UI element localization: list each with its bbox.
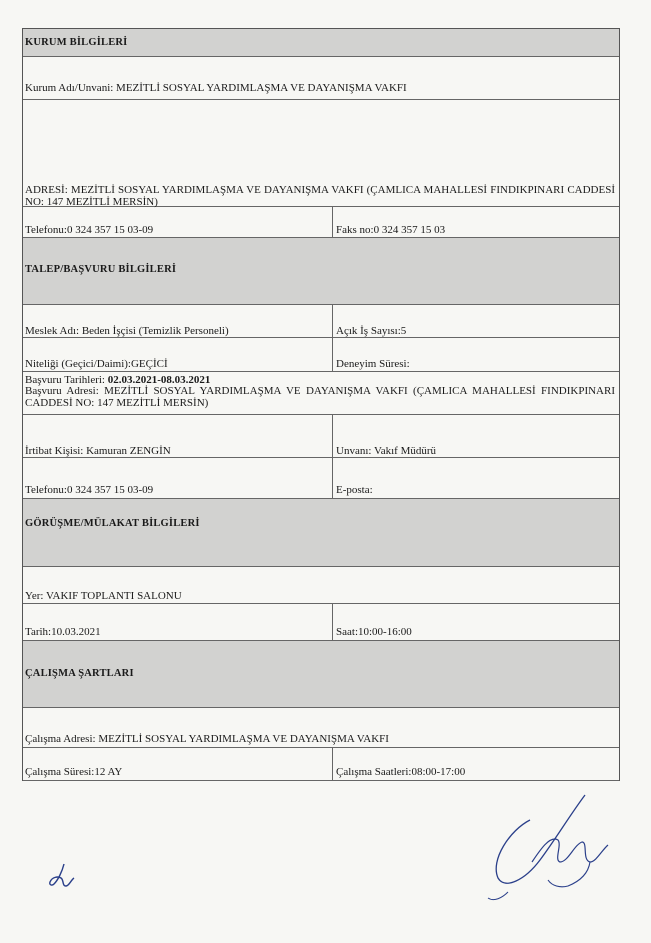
meslek-adi: Meslek Adı: Beden İşçisi (Temizlik Personeli) <box>25 325 229 337</box>
e-posta: E-posta: <box>336 484 373 496</box>
section-header-gorusme <box>23 499 619 567</box>
calisma-adres-row <box>23 708 619 748</box>
meslek-row <box>23 305 619 338</box>
kurum-telefon: Telefonu:0 324 357 15 03-09 <box>25 224 154 236</box>
basvuru-row <box>23 372 619 415</box>
kurum-adi: Kurum Adı/Unvani: MEZİTLİ SOSYAL YARDIMLAŞMA VE DAYANIŞMA VAKFI <box>25 82 407 94</box>
basvuru-tarih-value: 02.03.2021-08.03.2021 <box>107 374 211 386</box>
calisma-suresi: Çalışma Süresi:12 AY <box>25 766 123 778</box>
section-title: ÇALIŞMA ŞARTLARI <box>25 668 134 679</box>
calisma-adresi: Çalışma Adresi: MEZİTLİ SOSYAL YARDIMLAŞMA VE DAYANIŞMA VAKFI <box>25 733 389 745</box>
kurum-telefon-row <box>23 207 619 238</box>
gorusme-tarihi: Tarih:10.03.2021 <box>25 626 101 638</box>
form-table <box>22 28 620 781</box>
niteligi: Niteliği (Geçici/Daimi):GEÇİCİ <box>25 358 168 370</box>
kurum-faks: Faks no:0 324 357 15 03 <box>336 224 446 236</box>
yer-row <box>23 567 619 604</box>
gorusme-yeri: Yer: VAKIF TOPLANTI SALONU <box>25 590 182 602</box>
talep-telefon: Telefonu:0 324 357 15 03-09 <box>25 484 154 496</box>
column-divider <box>332 415 333 458</box>
column-divider <box>332 207 333 238</box>
nitelik-row <box>23 338 619 372</box>
column-divider <box>332 748 333 781</box>
basvuru-tarih-label: Başvuru Tarihleri: <box>25 374 108 386</box>
irtibat-kisisi: İrtibat Kişisi: Kamuran ZENGİN <box>25 445 171 457</box>
kurum-adres: ADRESİ: MEZİTLİ SOSYAL YARDIMLAŞMA VE DAYANIŞMA VAKFI (ÇAMLICA MAHALLESİ FINDIKPINARI CADDESİ NO: 147 MEZİTLİ MERSİN) <box>25 184 615 208</box>
section-header-kurum <box>23 29 619 57</box>
section-header-calisma <box>23 641 619 708</box>
section-title: TALEP/BAŞVURU BİLGİLERİ <box>25 264 177 275</box>
deneyim-suresi: Deneyim Süresi: <box>336 358 410 370</box>
tarih-saat-row <box>23 604 619 641</box>
section-header-talep <box>23 238 619 305</box>
column-divider <box>332 338 333 372</box>
calisma-sure-row <box>23 748 619 781</box>
signature-icon <box>470 790 620 905</box>
kurum-adi-row <box>23 57 619 100</box>
column-divider <box>332 458 333 499</box>
calisma-saatleri: Çalışma Saatleri:08:00-17:00 <box>336 766 466 778</box>
talep-telefon-row <box>23 458 619 499</box>
gorusme-saati: Saat:10:00-16:00 <box>336 626 412 638</box>
column-divider <box>332 604 333 641</box>
acik-is-sayisi: Açık İş Sayısı:5 <box>336 325 407 337</box>
section-title: KURUM BİLGİLERİ <box>25 37 128 48</box>
kurum-adres-row <box>23 100 619 207</box>
section-title: GÖRÜŞME/MÜLAKAT BİLGİLERİ <box>25 518 200 529</box>
irtibat-row <box>23 415 619 458</box>
unvani: Unvanı: Vakıf Müdürü <box>336 445 437 457</box>
initials-icon <box>44 858 84 892</box>
basvuru-adresi: Başvuru Adresi: MEZİTLİ SOSYAL YARDIMLAŞMA VE DAYANIŞMA VAKFI (ÇAMLICA MAHALLESİ FINDIKPINARI CADDESİ NO: 147 MEZİTLİ MERSİN) <box>25 385 615 409</box>
column-divider <box>332 305 333 338</box>
